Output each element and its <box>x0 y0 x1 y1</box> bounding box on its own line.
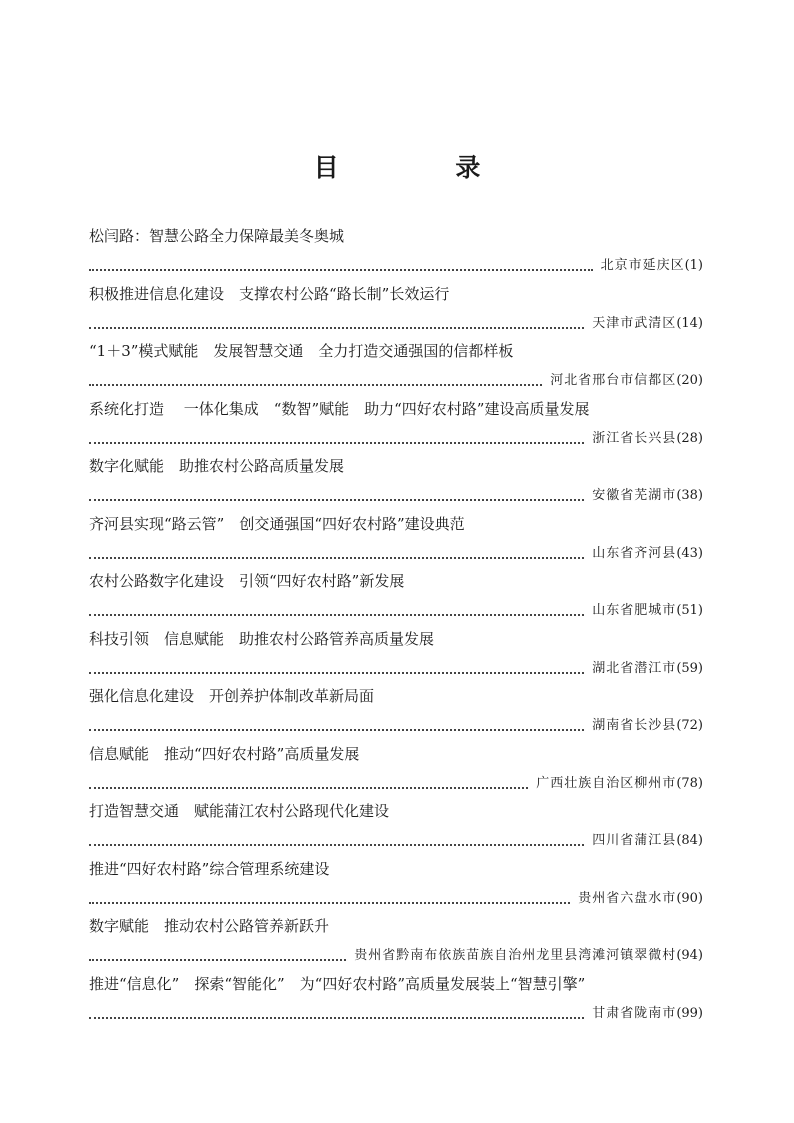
toc-entry-location: 北京市延庆区 <box>600 258 685 273</box>
toc-entry[interactable] <box>89 912 703 970</box>
leader-dots <box>89 498 584 501</box>
leader-dots <box>89 383 542 386</box>
leader-dots <box>89 958 346 961</box>
toc-entry-title: “1＋3”模式赋能 发展智慧交通 全力打造交通强国的信都样板 <box>89 342 514 360</box>
leader-dots <box>89 728 584 731</box>
toc-entry-location: 湖北省潜江市 <box>592 660 677 676</box>
toc-leader-line <box>89 314 703 334</box>
leader-dots <box>89 1016 584 1019</box>
toc-entry-location: 甘肃省陇南市 <box>592 1005 677 1021</box>
toc-entry-page-number: (84) <box>676 833 703 848</box>
toc-entry-title: 科技引领 信息赋能 助推农村公路管养高质量发展 <box>89 629 435 648</box>
toc-entry-page-number: (28) <box>676 430 703 446</box>
page-title: 目 录 <box>313 153 535 182</box>
toc-entry[interactable] <box>89 797 703 855</box>
toc-entry[interactable] <box>89 222 703 280</box>
leader-dots <box>89 268 593 271</box>
toc-entry-page-number: (72) <box>676 718 703 733</box>
toc-entry-page-number: (1) <box>684 258 703 273</box>
leader-dots <box>89 901 570 904</box>
toc-entry-title: 强化信息化建设 开创养护体制改革新局面 <box>89 687 375 705</box>
toc-entry-title: 数字赋能 推动农村公路管养新跃升 <box>89 917 330 935</box>
toc-entry-location: 天津市武清区 <box>592 315 677 331</box>
toc-entry-title: 信息赋能 推动“四好农村路”高质量发展 <box>89 744 360 763</box>
toc-leader-line <box>89 1004 703 1024</box>
toc-entry-page-number: (51) <box>676 603 703 618</box>
toc-entry-title: 推进“信息化” 探索“智能化” 为“四好农村路”高质量发展装上“智慧引擎” <box>89 974 586 993</box>
leader-dots <box>89 671 584 674</box>
toc-leader-line <box>89 256 703 276</box>
toc-leader-line <box>89 831 703 851</box>
leader-dots <box>89 556 584 559</box>
toc-leader-line <box>89 544 703 564</box>
toc-entry[interactable] <box>89 740 703 798</box>
toc-entry-location: 贵州省黔南布依族苗族自治州龙里县湾滩河镇翠微村 <box>354 948 677 963</box>
toc-entry-title: 松闫路：智慧公路全力保障最美冬奥城 <box>89 227 345 245</box>
toc-entry[interactable] <box>89 682 703 740</box>
toc-entry-page-number: (38) <box>676 488 703 503</box>
toc-entry-title: 系统化打造 一体化集成 “数智”赋能 助力“四好农村路”建设高质量发展 <box>89 399 590 418</box>
toc-leader-line <box>89 429 703 449</box>
toc-entry-page-number: (43) <box>676 545 703 561</box>
toc-leader-line <box>89 486 703 506</box>
toc-entry-title: 农村公路数字化建设 引领“四好农村路”新发展 <box>89 572 405 590</box>
toc-entry[interactable] <box>89 855 703 913</box>
toc-entry-title: 数字化赋能 助推农村公路高质量发展 <box>89 457 345 475</box>
toc-entry-location: 浙江省长兴县 <box>592 430 677 446</box>
toc-leader-line <box>89 774 703 794</box>
toc-entry[interactable] <box>89 970 703 1028</box>
toc-entry-location: 河北省邢台市信都区 <box>550 373 677 388</box>
toc-entry-location: 山东省肥城市 <box>592 603 677 618</box>
leader-dots <box>89 613 584 616</box>
toc-leader-line <box>89 601 703 621</box>
toc-entry-title: 推进“四好农村路”综合管理系统建设 <box>89 859 330 878</box>
toc-entry[interactable] <box>89 337 703 395</box>
toc-entry-page-number: (20) <box>676 373 703 388</box>
toc-entry-page-number: (94) <box>676 948 703 963</box>
toc-entry-page-number: (59) <box>676 660 703 676</box>
toc-entry-location: 山东省齐河县 <box>592 545 677 561</box>
toc-entry-page-number: (90) <box>676 890 703 906</box>
toc-leader-line <box>89 716 703 736</box>
leader-dots <box>89 843 584 846</box>
toc-entry[interactable] <box>89 452 703 510</box>
toc-leader-line <box>89 371 703 391</box>
toc-entry[interactable] <box>89 510 703 568</box>
toc-entry-location: 贵州省六盘水市 <box>578 890 677 906</box>
toc-entry-location: 广西壮族自治区柳州市 <box>536 775 677 791</box>
toc-entry-page-number: (99) <box>676 1005 703 1021</box>
toc-leader-line <box>89 889 703 909</box>
toc-leader-line <box>89 946 703 966</box>
toc-entry-page-number: (78) <box>676 775 703 791</box>
toc-entry-location: 安徽省芜湖市 <box>592 488 677 503</box>
toc-entry[interactable] <box>89 625 703 683</box>
leader-dots <box>89 786 528 789</box>
toc-entry[interactable] <box>89 567 703 625</box>
leader-dots <box>89 326 584 329</box>
leader-dots <box>89 441 584 444</box>
toc-entry-title: 打造智慧交通 赋能蒲江农村公路现代化建设 <box>89 802 390 820</box>
table-of-contents <box>89 222 703 1027</box>
toc-entry[interactable] <box>89 395 703 453</box>
toc-entry-location: 四川省蒲江县 <box>592 833 677 848</box>
toc-leader-line <box>89 659 703 679</box>
toc-entry-title: 积极推进信息化建设 支撑农村公路“路长制”长效运行 <box>89 284 450 303</box>
toc-entry[interactable] <box>89 280 703 338</box>
toc-entry-location: 湖南省长沙县 <box>592 718 677 733</box>
toc-entry-page-number: (14) <box>676 315 703 331</box>
toc-entry-title: 齐河县实现“路云管” 创交通强国“四好农村路”建设典范 <box>89 514 465 533</box>
